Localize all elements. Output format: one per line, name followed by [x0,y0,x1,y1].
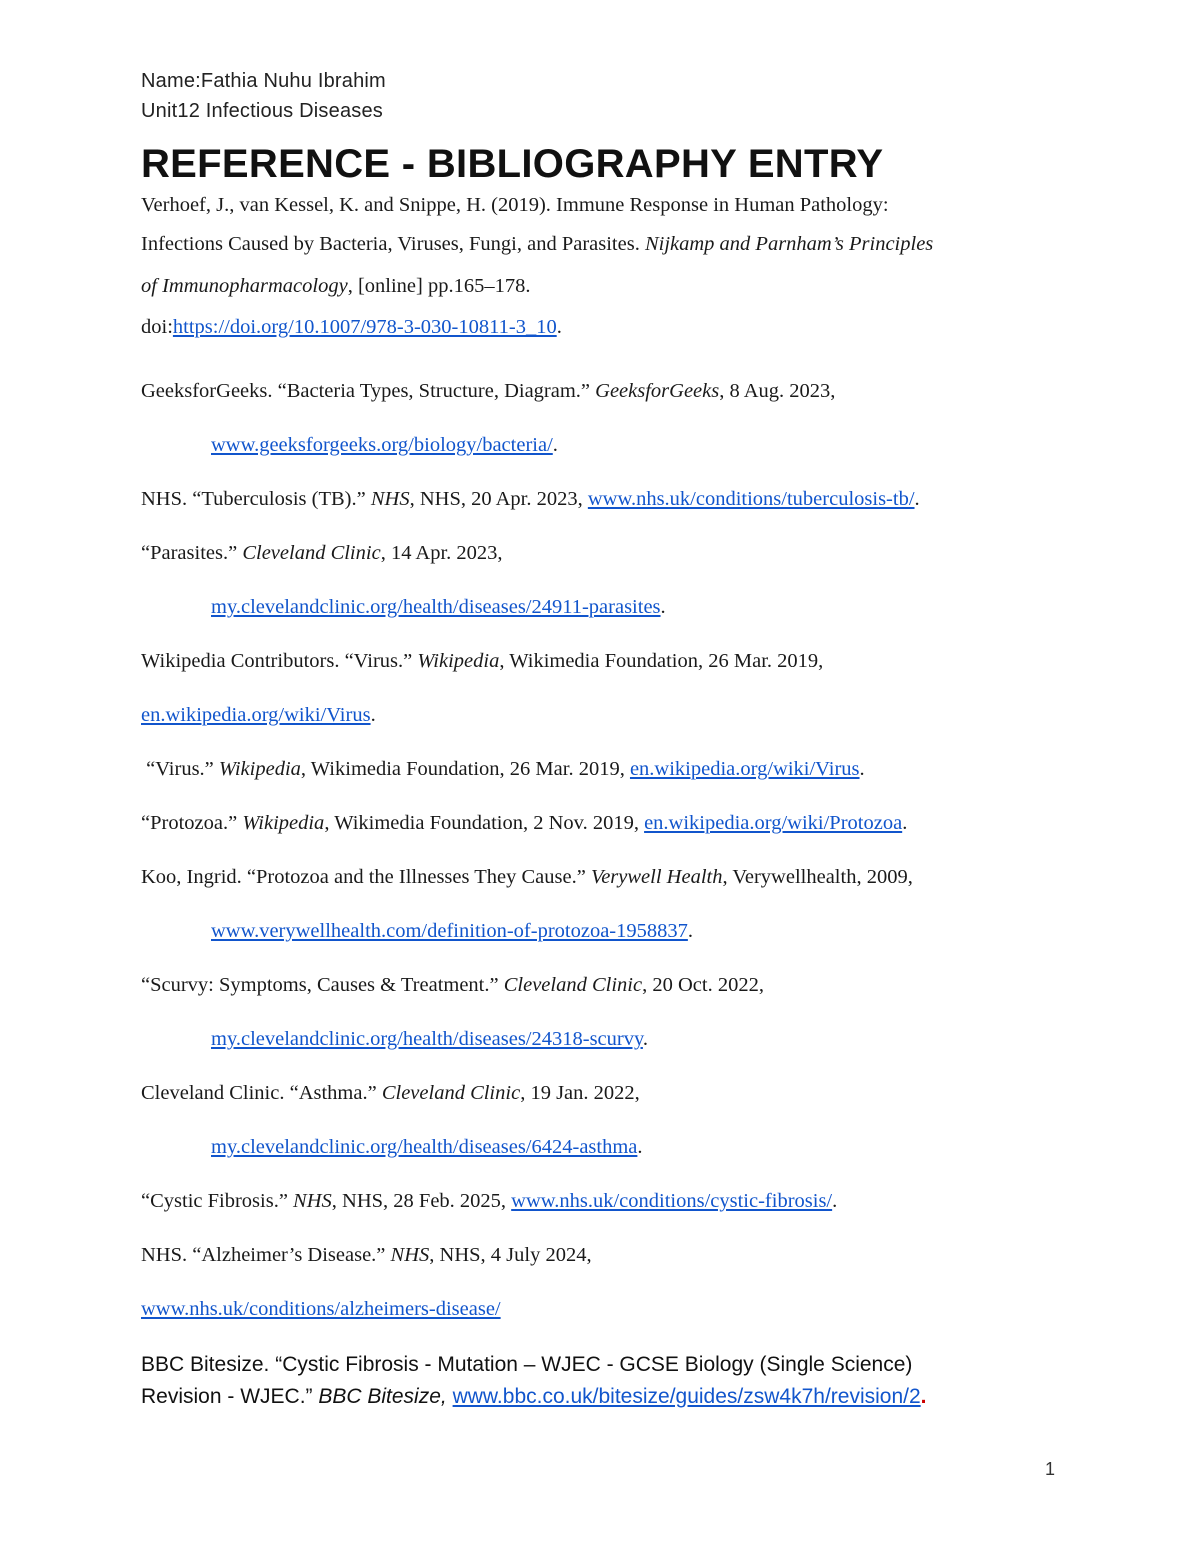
ref3-link[interactable]: www.nhs.uk/conditions/tuberculosis-tb/ [587,488,915,510]
ref1-line3 [141,275,530,298]
ref9-source: Cleveland Clinic [503,974,643,996]
ref3-line1 [141,488,920,511]
ref10-text: Cleveland Clinic. “Asthma.” [141,1082,382,1104]
ref9-period: . [642,1028,649,1050]
ref1-line1: Verhoef, J., van Kessel, K. and Snippe, H. (2019). Immune Response in Human Pathology: [141,194,889,216]
ref9-line1 [141,974,764,997]
ref5-source: Wikipedia [417,650,500,672]
ref8-link[interactable]: www.verywellhealth.com/definition-of-protozoa-1958837 [211,920,688,942]
ref11-source: NHS [293,1190,332,1212]
ref2-line2 [211,434,558,457]
ref10-line2 [211,1136,643,1159]
ref5-link[interactable]: en.wikipedia.org/wiki/Virus [141,704,371,726]
ref1-line2 [141,233,933,256]
ref7-period: . [902,812,908,834]
ref1-period: . [556,316,562,338]
ref3-source: NHS [370,488,410,510]
ref11-period: . [832,1190,838,1212]
ref4-source: Cleveland Clinic [242,542,381,564]
ref12-date: , NHS, 4 July 2024, [429,1244,592,1266]
page-number: 1 [1045,1459,1056,1479]
ref4-period: . [660,596,666,618]
ref1-doi-prefix: doi: [141,316,173,338]
ref6-date: , Wikimedia Foundation, 26 Mar. 2019, [300,758,630,780]
ref5-line2 [141,704,376,727]
ref2-source: GeeksforGeeks [595,380,720,402]
ref8-period: . [687,920,693,942]
ref5-text: Wikipedia Contributors. “Virus.” [141,650,418,672]
ref12-source: NHS [390,1244,430,1266]
ref12-line1 [141,1244,592,1267]
ref2-period: . [552,434,558,456]
ref7-source: Wikipedia [242,812,325,834]
ref9-line2 [211,1028,648,1051]
ref13-link[interactable]: www.bbc.co.uk/bitesize/guides/zsw4k7h/revision/2 [452,1385,921,1408]
ref6-period: . [859,758,865,780]
ref1-pages: , [online] pp.165–178. [347,275,531,297]
ref10-date: , 19 Jan. 2022, [520,1082,640,1104]
ref1-journal-cont: of Immunopharmacology [141,275,348,297]
ref11-date: , NHS, 28 Feb. 2025, [331,1190,512,1212]
ref11-link[interactable]: www.nhs.uk/conditions/cystic-fibrosis/ [511,1190,833,1212]
ref10-period: . [637,1136,643,1158]
ref4-line2 [211,596,666,619]
ref7-date: , Wikimedia Foundation, 2 Nov. 2019, [324,812,645,834]
ref11-text: “Cystic Fibrosis.” [141,1190,294,1212]
ref6-text: “Virus.” [141,758,219,780]
ref8-text: Koo, Ingrid. “Protozoa and the Illnesses They Cause.” [141,866,591,888]
ref8-source: Verywell Health [590,866,723,888]
ref7-line1 [141,812,907,835]
ref1-text: Infections Caused by Bacteria, Viruses, Fungi, and Parasites. [141,233,645,255]
ref5-line1 [141,650,823,673]
ref2-text: GeeksforGeeks. “Bacteria Types, Structure, Diagram.” [141,380,596,402]
ref4-date: , 14 Apr. 2023, [380,542,503,564]
ref2-line1 [141,380,835,403]
author-name: Name:Fathia Nuhu Ibrahim [141,70,386,92]
ref12-line2 [141,1298,501,1321]
ref1-line4 [141,316,562,339]
ref7-link[interactable]: en.wikipedia.org/wiki/Protozoa [644,812,903,834]
ref8-line2 [211,920,693,943]
ref4-link[interactable]: my.clevelandclinic.org/health/diseases/24911-parasites [211,596,661,618]
ref13-source: BBC Bitesize, [318,1385,447,1408]
ref13-line2 [141,1385,927,1409]
ref8-date: , Verywellhealth, 2009, [722,866,913,888]
ref6-source: Wikipedia [218,758,301,780]
ref1-journal: Nijkamp and Parnham’s Principles [644,233,934,255]
ref10-link[interactable]: my.clevelandclinic.org/health/diseases/6424-asthma [211,1136,638,1158]
ref10-line1 [141,1082,640,1105]
ref6-line1 [141,758,865,781]
ref10-source: Cleveland Clinic [381,1082,521,1104]
unit-title: Unit12 Infectious Diseases [141,100,383,122]
ref13-period: . [920,1385,927,1408]
ref5-period: . [370,704,376,726]
ref4-text: “Parasites.” [141,542,243,564]
ref2-date: , 8 Aug. 2023, [719,380,836,402]
ref7-text: “Protozoa.” [141,812,243,834]
ref3-period: . [914,488,920,510]
ref11-line1 [141,1190,837,1213]
page-title: REFERENCE - BIBLIOGRAPHY ENTRY [141,142,884,186]
ref9-text: “Scurvy: Symptoms, Causes & Treatment.” [141,974,504,996]
ref8-line1 [141,866,913,889]
ref13-text: Revision - WJEC.” [141,1385,319,1408]
ref12-text: NHS. “Alzheimer’s Disease.” [141,1244,391,1266]
ref13-line1: BBC Bitesize. “Cystic Fibrosis - Mutation – WJEC - GCSE Biology (Single Science) [141,1353,913,1376]
ref9-date: , 20 Oct. 2022, [642,974,764,996]
ref2-link[interactable]: www.geeksforgeeks.org/biology/bacteria/ [211,434,553,456]
ref12-link[interactable]: www.nhs.uk/conditions/alzheimers-disease/ [141,1298,501,1320]
ref1-doi-link[interactable]: https://doi.org/10.1007/978-3-030-10811-3_10 [172,316,557,338]
ref3-date: , NHS, 20 Apr. 2023, [409,488,588,510]
ref5-date: , Wikimedia Foundation, 26 Mar. 2019, [499,650,824,672]
ref3-text: NHS. “Tuberculosis (TB).” [141,488,371,510]
ref9-link[interactable]: my.clevelandclinic.org/health/diseases/24318-scurvy [211,1028,643,1050]
ref4-line1 [141,542,503,565]
ref6-link[interactable]: en.wikipedia.org/wiki/Virus [629,758,860,780]
